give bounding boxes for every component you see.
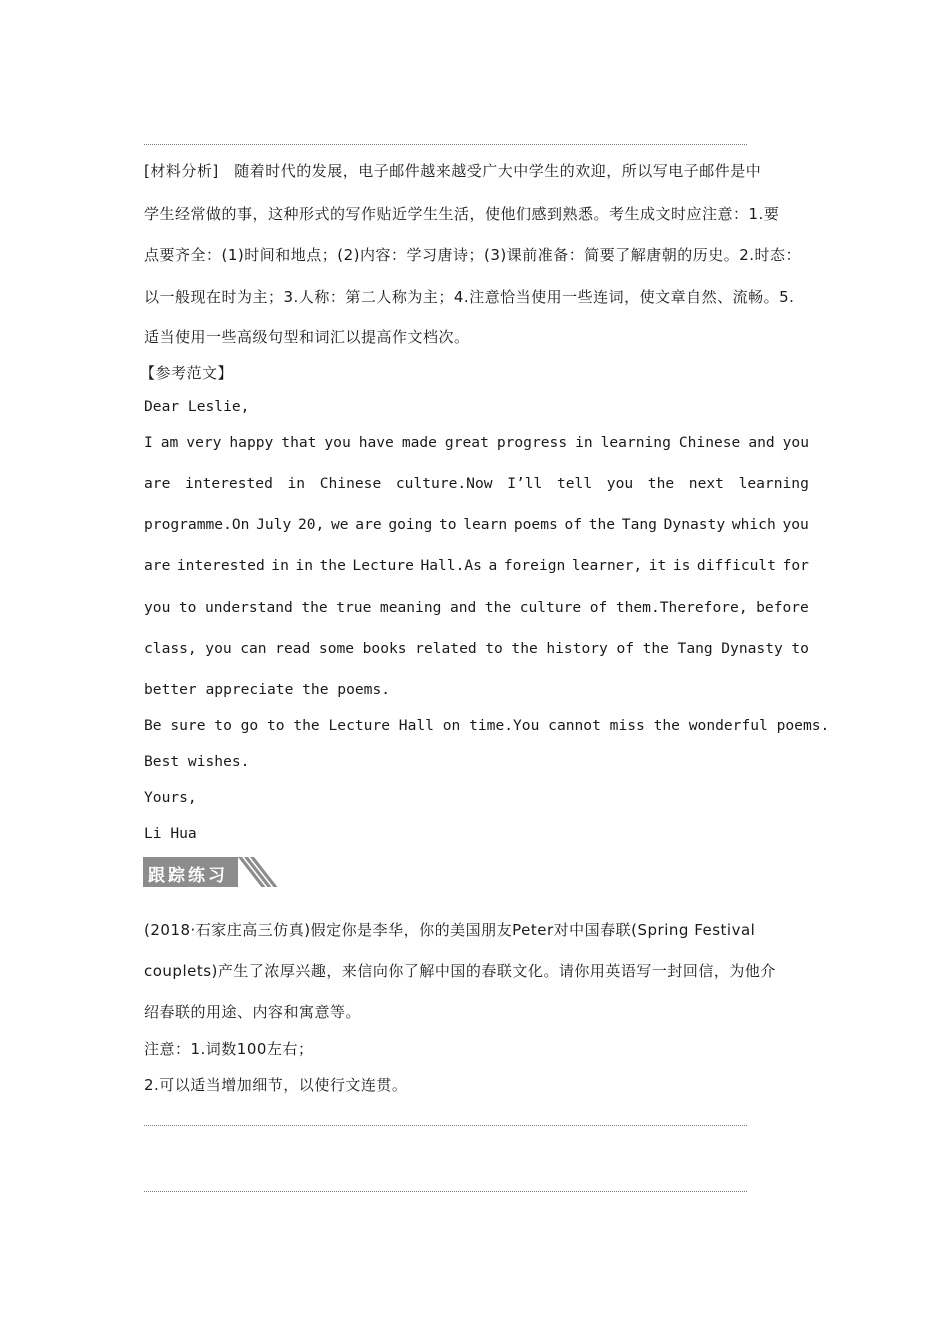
letter-word: Chinese — [319, 475, 382, 492]
letter-word: I’ll — [507, 475, 543, 492]
letter-word: which — [731, 516, 776, 533]
letter-word: for — [782, 557, 809, 574]
letter-closing: Yours, — [144, 789, 197, 806]
letter-word: are — [355, 516, 382, 533]
letter-word: happy — [229, 434, 274, 451]
letter-word: great — [444, 434, 489, 451]
letter-word: in — [295, 557, 313, 574]
letter-word: am — [160, 434, 179, 451]
letter-word: you — [782, 516, 809, 533]
letter-word: Dynasty — [663, 516, 726, 533]
letter-word: you — [782, 434, 809, 451]
letter-word: programme.On — [144, 516, 250, 533]
exercise-line-2: couplets)产生了浓厚兴趣，来信向你了解中国的春联文化。请你用英语写一封回信，为他介 — [144, 962, 776, 980]
letter-word: difficult — [696, 557, 776, 574]
letter-word: made — [401, 434, 437, 451]
letter-line-7: better appreciate the poems. — [144, 681, 391, 698]
letter-word: books — [362, 640, 407, 657]
analysis-line-2: 学生经常做的事，这种形式的写作贴近学生生活，使他们感到熟悉。考生成文时应注意：1.要 — [144, 205, 780, 223]
letter-word: true — [336, 599, 372, 616]
section-banner — [143, 857, 268, 887]
letter-word: the — [484, 599, 512, 616]
letter-word: foreign — [503, 557, 566, 574]
letter-word: you — [205, 640, 232, 657]
top-divider — [144, 144, 747, 145]
letter-word: to — [485, 640, 503, 657]
letter-line-1 — [144, 434, 809, 451]
letter-word: and — [449, 599, 477, 616]
letter-word: 20, — [297, 516, 325, 533]
letter-word: going — [388, 516, 433, 533]
letter-word: in — [575, 434, 593, 451]
letter-wishes: Best wishes. — [144, 753, 250, 770]
letter-word: class, — [144, 640, 197, 657]
letter-word: learner, — [571, 557, 643, 574]
analysis-line-1: [材料分析] 随着时代的发展，电子邮件越来越受广大中学生的欢迎，所以写电子邮件是中 — [144, 162, 762, 180]
letter-word: you — [606, 475, 634, 492]
letter-word: before — [756, 599, 809, 616]
letter-word: are — [144, 475, 171, 492]
letter-word: in — [287, 475, 306, 492]
letter-word: learning — [738, 475, 809, 492]
letter-word: culture — [519, 599, 582, 616]
letter-word: Hall.As — [420, 557, 482, 574]
letter-word: next — [688, 475, 724, 492]
letter-word: that — [281, 434, 317, 451]
letter-word: the — [319, 557, 346, 574]
exercise-note-2: 2.可以适当增加细节，以使行文连贯。 — [144, 1076, 408, 1094]
exercise-line-1: (2018·石家庄高三仿真)假定你是李华，你的美国朋友Peter对中国春联(Spring Festival — [144, 921, 756, 939]
letter-word: of — [564, 516, 583, 533]
letter-word: and — [748, 434, 775, 451]
letter-word: to — [438, 516, 457, 533]
letter-word: progress — [496, 434, 568, 451]
letter-word: July — [256, 516, 292, 533]
banner-title: 跟踪练习 — [148, 866, 228, 886]
letter-word: history — [546, 640, 608, 657]
letter-word: very — [186, 434, 222, 451]
letter-word: the — [588, 516, 616, 533]
letter-ontime-line: Be sure to go to the Lecture Hall on time.You cannot miss the wonderful poems. — [144, 717, 830, 734]
letter-word: related — [415, 640, 477, 657]
letter-word: learn — [463, 516, 508, 533]
letter-word: the — [511, 640, 538, 657]
exercise-note-1: 注意：1.词数100左右； — [144, 1040, 314, 1058]
letter-line-2 — [144, 475, 809, 492]
letter-word: you — [144, 599, 171, 616]
letter-word: poems — [513, 516, 558, 533]
letter-word: of — [616, 640, 635, 657]
letter-word: are — [144, 557, 171, 574]
exercise-line-3: 绍春联的用途、内容和寓意等。 — [144, 1003, 362, 1021]
letter-word: tell — [556, 475, 593, 492]
letter-word: culture.Now — [395, 475, 493, 492]
analysis-line-5: 适当使用一些高级句型和词汇以提高作文档次。 — [144, 328, 470, 346]
letter-word: of — [589, 599, 608, 616]
letter-word: we — [331, 516, 349, 533]
letter-line-5 — [144, 599, 809, 616]
answer-line — [144, 1191, 747, 1192]
letter-signature: Li Hua — [144, 825, 197, 842]
letter-word: you — [324, 434, 351, 451]
letter-word: to — [178, 599, 197, 616]
letter-word: a — [488, 557, 498, 574]
answer-line — [144, 1125, 747, 1126]
letter-word: can — [240, 640, 267, 657]
letter-word: the — [642, 640, 669, 657]
letter-word: I — [144, 434, 153, 451]
letter-word: is — [672, 557, 691, 574]
letter-word: read — [275, 640, 311, 657]
letter-word: them.Therefore, — [615, 599, 748, 616]
letter-word: meaning — [379, 599, 442, 616]
letter-word: Chinese — [678, 434, 741, 451]
letter-word: have — [358, 434, 394, 451]
letter-word: Dynasty — [721, 640, 783, 657]
letter-line-3 — [144, 516, 809, 533]
letter-word: interested — [185, 475, 273, 492]
letter-word: Tang — [621, 516, 657, 533]
letter-word: the — [301, 599, 328, 616]
letter-word: the — [647, 475, 675, 492]
letter-line-4 — [144, 557, 809, 574]
letter-greeting: Dear Leslie, — [144, 398, 250, 415]
letter-word: understand — [204, 599, 293, 616]
letter-word: in — [271, 557, 289, 574]
letter-word: to — [791, 640, 809, 657]
letter-word: interested — [176, 557, 265, 574]
letter-word: Lecture — [352, 557, 414, 574]
letter-word: learning — [600, 434, 671, 451]
analysis-line-3: 点要齐全：(1)时间和地点；(2)内容：学习唐诗；(3)课前准备：简要了解唐朝的历史。2.时态： — [144, 246, 802, 264]
sample-heading: 【参考范文】 — [140, 364, 234, 382]
analysis-line-4: 以一般现在时为主；3.人称：第二人称为主；4.注意恰当使用一些连词，使文章自然、流畅。5. — [144, 288, 795, 306]
letter-word: Tang — [677, 640, 713, 657]
letter-word: it — [648, 557, 667, 574]
letter-line-6 — [144, 640, 809, 657]
letter-word: some — [318, 640, 355, 657]
